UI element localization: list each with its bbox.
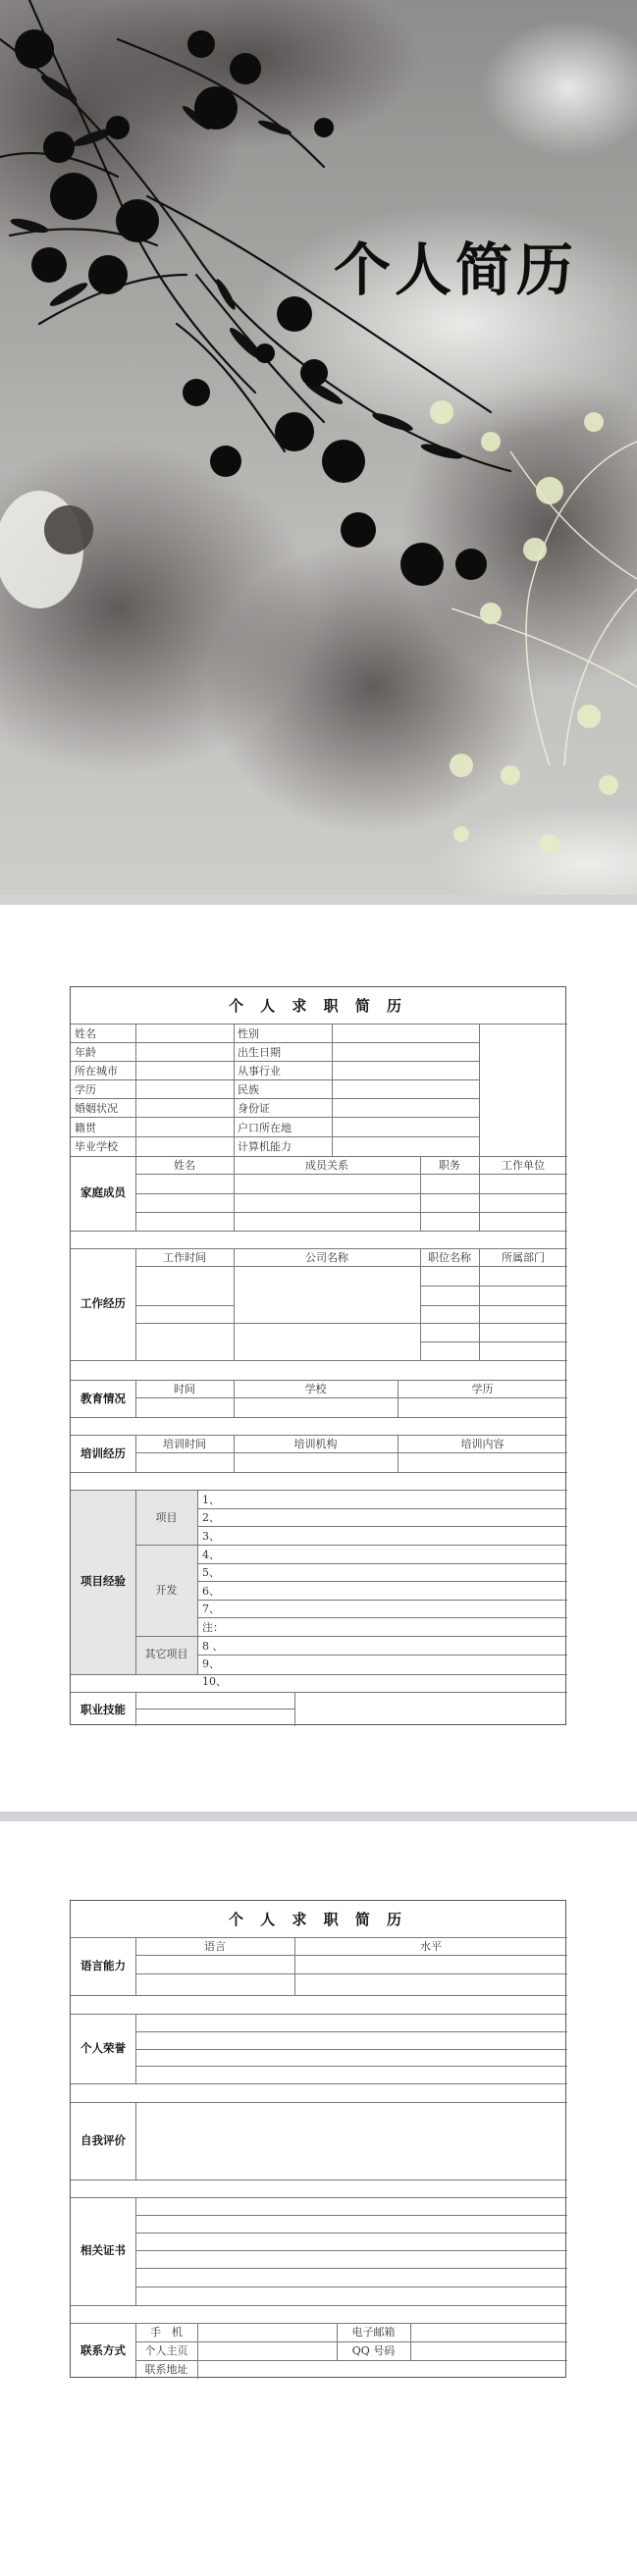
project-item: 5、 xyxy=(202,1566,220,1579)
work-header-title: 职位名称 xyxy=(428,1251,471,1264)
field-label-school: 毕业学校 xyxy=(75,1140,118,1153)
ink-flower-illustration xyxy=(0,0,637,895)
page-divider xyxy=(0,1812,637,1821)
field-label-degree: 学历 xyxy=(75,1083,96,1096)
section-label-honors: 个人荣誉 xyxy=(80,2041,126,2055)
table-rule xyxy=(135,2341,567,2342)
page-divider xyxy=(0,895,637,905)
table-rule xyxy=(71,1380,567,1381)
table-rule xyxy=(71,1674,567,1675)
table-rule xyxy=(197,2323,198,2379)
project-group-label: 其它项目 xyxy=(144,1648,188,1660)
field-label-computer: 计算机能力 xyxy=(238,1140,292,1153)
cover-title: 个人简历 xyxy=(334,237,578,303)
resume-page-2 xyxy=(0,1821,637,2576)
table-rule xyxy=(135,2031,567,2032)
field-label-marital: 婚姻状况 xyxy=(75,1102,118,1115)
table-rule xyxy=(135,1323,567,1324)
resume-form-1 xyxy=(70,986,566,1725)
project-item: 10、 xyxy=(202,1675,227,1688)
table-rule xyxy=(197,1563,567,1564)
edu-header-school: 学校 xyxy=(304,1383,327,1395)
table-rule xyxy=(71,1117,479,1118)
table-rule xyxy=(135,1545,567,1546)
project-item: 6、 xyxy=(202,1585,220,1598)
field-label-name: 姓名 xyxy=(75,1027,96,1040)
work-header-time: 工作时间 xyxy=(163,1251,206,1264)
table-rule xyxy=(420,1341,567,1342)
table-rule xyxy=(71,1061,479,1062)
project-item: 7、 xyxy=(202,1603,220,1615)
section-label-language: 语言能力 xyxy=(80,1959,126,1972)
section-label-projects: 项目经验 xyxy=(80,1574,126,1588)
form-title: 个 人 求 职 简 历 xyxy=(228,1911,408,1928)
project-item: 4、 xyxy=(202,1549,220,1561)
cover-image xyxy=(0,0,637,895)
table-rule xyxy=(71,1136,479,1137)
table-rule xyxy=(71,2323,567,2324)
section-label-training: 培训经历 xyxy=(80,1446,126,1460)
resume-page-1 xyxy=(0,905,637,1812)
form-title: 个 人 求 职 简 历 xyxy=(228,997,408,1015)
table-rule xyxy=(71,1937,567,1938)
project-item: 2、 xyxy=(202,1511,220,1524)
field-label-industry: 从事行业 xyxy=(238,1065,281,1078)
table-rule xyxy=(197,1617,567,1618)
table-rule xyxy=(71,1248,567,1249)
contact-label-homepage: 个人主页 xyxy=(144,2344,188,2357)
table-rule xyxy=(197,1581,567,1582)
table-rule xyxy=(135,1305,234,1306)
family-header-employer: 工作单位 xyxy=(502,1159,545,1172)
table-rule xyxy=(71,1042,479,1043)
table-rule xyxy=(135,1212,567,1213)
project-item: 注： xyxy=(202,1621,224,1634)
table-rule xyxy=(135,2197,136,2305)
table-rule xyxy=(479,1024,480,1156)
table-rule xyxy=(197,1508,567,1509)
field-label-city: 所在城市 xyxy=(75,1065,118,1078)
project-item: 8 、 xyxy=(202,1640,224,1653)
edu-header-time: 时间 xyxy=(174,1383,195,1395)
table-rule xyxy=(71,1435,567,1436)
table-rule xyxy=(135,1452,567,1453)
section-label-skills: 职业技能 xyxy=(80,1703,126,1716)
table-rule xyxy=(197,1600,567,1601)
project-group-label: 项目 xyxy=(155,1511,178,1524)
table-rule xyxy=(71,2180,567,2181)
project-item: 1、 xyxy=(202,1494,220,1506)
table-rule xyxy=(71,2102,567,2103)
project-item: 3、 xyxy=(202,1530,220,1543)
table-rule xyxy=(197,1655,567,1656)
table-rule xyxy=(71,1098,479,1099)
field-label-hometown: 籍贯 xyxy=(75,1122,96,1134)
table-rule xyxy=(135,1174,567,1175)
section-label-education: 教育情况 xyxy=(80,1392,126,1405)
table-rule xyxy=(420,1305,567,1306)
contact-label-qq: QQ 号码 xyxy=(351,2344,396,2357)
table-rule xyxy=(135,2268,567,2269)
family-header-position: 职务 xyxy=(439,1159,460,1172)
edu-header-degree: 学历 xyxy=(471,1383,494,1395)
training-header-org: 培训机构 xyxy=(293,1438,338,1450)
table-rule xyxy=(135,1636,567,1637)
section-label-certificates: 相关证书 xyxy=(80,2243,126,2257)
contact-label-email: 电子邮箱 xyxy=(351,2326,396,2339)
table-rule xyxy=(71,2014,567,2015)
table-rule xyxy=(71,1360,567,1361)
table-rule xyxy=(197,1526,567,1527)
table-rule xyxy=(135,2102,136,2180)
resume-form-2 xyxy=(70,1900,566,2378)
section-label-self-evaluation: 自我评价 xyxy=(80,2133,126,2147)
table-rule xyxy=(135,1973,567,1974)
section-label-family: 家庭成员 xyxy=(80,1185,126,1199)
contact-label-phone: 手 机 xyxy=(150,2326,183,2339)
table-rule xyxy=(71,1024,567,1025)
table-rule xyxy=(135,2066,567,2067)
table-rule xyxy=(135,1397,567,1398)
section-label-work: 工作经历 xyxy=(80,1296,126,1310)
table-rule xyxy=(71,1417,567,1418)
table-rule xyxy=(135,2233,567,2234)
table-rule xyxy=(135,1955,567,1956)
contact-label-address: 联系地址 xyxy=(144,2363,188,2376)
table-rule xyxy=(71,2197,567,2198)
table-rule xyxy=(294,1692,295,1726)
table-rule xyxy=(420,1286,567,1287)
field-label-hukou: 户口所在地 xyxy=(238,1122,292,1134)
table-rule xyxy=(71,2305,567,2306)
table-rule xyxy=(71,1995,567,1996)
section-label-contact: 联系方式 xyxy=(80,2343,126,2357)
work-header-company: 公司名称 xyxy=(305,1251,348,1264)
training-header-content: 培训内容 xyxy=(460,1438,504,1450)
table-rule xyxy=(135,2250,567,2251)
field-label-age: 年龄 xyxy=(75,1046,96,1059)
table-rule xyxy=(197,1490,198,1674)
table-rule xyxy=(71,1231,567,1232)
table-rule xyxy=(71,1156,567,1157)
table-rule xyxy=(71,1079,479,1080)
table-rule xyxy=(71,2083,567,2084)
family-header-name: 姓名 xyxy=(174,1159,195,1172)
field-label-ethnicity: 民族 xyxy=(238,1083,259,1096)
table-rule xyxy=(71,1692,567,1693)
table-rule xyxy=(135,1266,567,1267)
language-header-name: 语言 xyxy=(204,1940,226,1953)
table-rule xyxy=(71,1472,567,1473)
table-rule xyxy=(135,2215,567,2216)
field-label-birthdate: 出生日期 xyxy=(238,1046,281,1059)
field-label-gender: 性别 xyxy=(238,1027,259,1040)
table-rule xyxy=(135,1193,567,1194)
table-rule xyxy=(135,2360,567,2361)
table-rule xyxy=(135,2049,567,2050)
language-header-level: 水平 xyxy=(420,1940,442,1953)
training-header-time: 培训时间 xyxy=(163,1438,206,1450)
field-label-id-card: 身份证 xyxy=(238,1102,270,1115)
project-group-label: 开发 xyxy=(155,1584,178,1597)
work-header-department: 所属部门 xyxy=(502,1251,545,1264)
family-header-relation: 成员关系 xyxy=(305,1159,348,1172)
project-item: 9、 xyxy=(202,1657,220,1670)
